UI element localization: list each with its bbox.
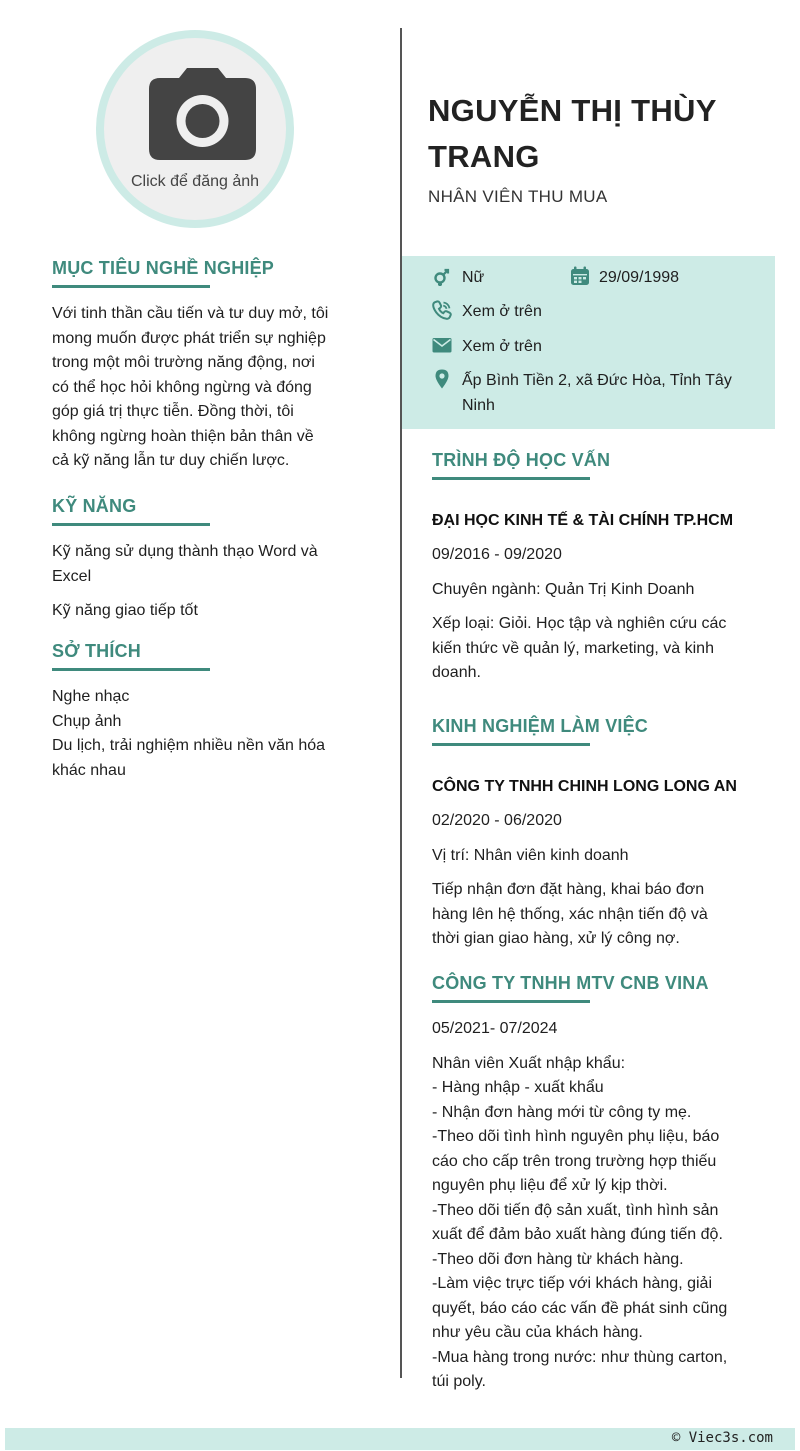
description-line: -Theo dõi tiến độ sản xuất, tình hình sản (432, 1201, 719, 1219)
objective-line: không ngừng hoàn thiện bản thân về (52, 427, 314, 445)
job-description (432, 1052, 752, 1395)
description-line: hàng lên hệ thống, xác nhận tiến độ và (432, 905, 708, 923)
skills-section (52, 496, 352, 624)
copyright-text: © Viec3s.com (671, 1430, 773, 1446)
objective-line: mong muốn được phát triển sự nghiệp (52, 329, 326, 347)
education-title-rule (432, 477, 590, 480)
grade-line: kiến thức về quản lý, marketing, và kinh (432, 639, 714, 657)
gender-icon (432, 267, 452, 287)
column-divider (400, 28, 402, 1378)
school-name: ĐẠI HỌC KINH TẾ & TÀI CHÍNH TP.HCM (432, 512, 734, 529)
avatar-upload[interactable] (96, 30, 294, 228)
camera-icon (149, 68, 256, 160)
company-title: CÔNG TY TNHH MTV CNB VINA (432, 973, 709, 993)
hobbies-title-rule (52, 668, 210, 671)
experience-title-rule (432, 743, 590, 746)
skill-line: Excel (52, 567, 92, 585)
objective-line: trong một môi trường năng động, nơi (52, 354, 315, 371)
education-grade (432, 612, 752, 686)
candidate-role: NHÂN VIÊN THU MUA (428, 187, 608, 206)
objective-line: góp giá trị thực tiễn. Đồng thời, tôi (52, 403, 294, 420)
company-title-rule (432, 1000, 590, 1003)
objective-section (52, 258, 352, 474)
education-section (432, 450, 752, 686)
candidate-name (428, 88, 768, 180)
avatar-placeholder[interactable] (104, 38, 286, 220)
hobby-item: Du lịch, trải nghiệm nhiều nền văn hóa (52, 737, 326, 754)
phone-icon (432, 300, 452, 320)
calendar-icon (570, 266, 590, 286)
experience-entry (432, 973, 752, 1395)
description-line: quyết, báo cáo các vấn đề phát sinh cũng (432, 1299, 728, 1317)
objective-line: có thể học hỏi không ngừng và đóng (52, 378, 312, 396)
objective-line: Với tinh thần cầu tiến và tư duy mở, tôi (52, 305, 329, 322)
skill-item: Kỹ năng giao tiếp tốt (52, 602, 198, 619)
hobbies-section (52, 641, 352, 783)
description-line: cáo cho cấp trên trong trường hợp thiếu (432, 1152, 717, 1170)
name-line: TRANG (428, 139, 540, 174)
address-line: Ninh (462, 396, 495, 414)
company-name: CÔNG TY TNHH CHINH LONG LONG AN (432, 778, 737, 795)
phone-value: Xem ở trên (462, 303, 542, 320)
location-pin-icon (432, 369, 452, 389)
address-line: Ấp Bình Tiền 2, xã Đức Hòa, Tỉnh Tây (462, 372, 732, 389)
description-line: -Theo dõi tình hình nguyên phụ liệu, báo (432, 1128, 720, 1145)
objective-title-rule (52, 285, 210, 288)
experience-section (432, 716, 752, 952)
description-line: túi poly. (432, 1373, 486, 1390)
birthday-value: 29/09/1998 (599, 269, 680, 286)
skills-title-rule (52, 523, 210, 526)
education-title: TRÌNH ĐỘ HỌC VẤN (432, 450, 611, 470)
email-icon (432, 335, 452, 355)
skill-item (52, 540, 352, 589)
description-line: thời gian giao hàng, xử lý công nợ. (432, 930, 680, 947)
job-period: 05/2021- 07/2024 (432, 1020, 558, 1037)
hobby-item: Chụp ảnh (52, 712, 122, 730)
description-line: - Nhận đơn hàng mới từ công ty mẹ. (432, 1103, 692, 1121)
description-line: nguyên phụ liệu để xử lý kịp thời. (432, 1177, 668, 1194)
objective-title: MỤC TIÊU NGHỀ NGHIỆP (52, 258, 275, 278)
education-major: Chuyên ngành: Quản Trị Kinh Doanh (432, 580, 695, 598)
skill-line: Kỹ năng sử dụng thành thạo Word và (52, 543, 318, 560)
address-value (462, 369, 762, 418)
description-line: -Theo dõi đơn hàng từ khách hàng. (432, 1250, 684, 1268)
objective-line: cả kỹ năng lẫn tư duy chiến lược. (52, 452, 290, 469)
experience-title: KINH NGHIỆM LÀM VIỆC (432, 716, 649, 736)
hobby-item: Nghe nhạc (52, 688, 130, 705)
description-line: - Hàng nhập - xuất khẩu (432, 1079, 604, 1096)
description-line: -Mua hàng trong nước: như thùng carton, (432, 1348, 728, 1366)
objective-text (52, 302, 352, 474)
education-period: 09/2016 - 09/2020 (432, 546, 562, 563)
email-value: Xem ở trên (462, 338, 542, 355)
job-period: 02/2020 - 06/2020 (432, 812, 562, 829)
description-line: -Làm việc trực tiếp với khách hàng, giải (432, 1275, 712, 1292)
grade-line: Xếp loại: Giỏi. Học tập và nghiên cứu các (432, 615, 727, 632)
hobby-item: khác nhau (52, 761, 126, 779)
contact-panel (402, 256, 775, 429)
description-line: Nhân viên Xuất nhập khẩu: (432, 1054, 626, 1072)
footer-bar (5, 1428, 795, 1450)
gender-value: Nữ (462, 269, 485, 286)
skills-title: KỸ NĂNG (52, 496, 137, 516)
job-description (432, 878, 752, 952)
job-position: Vị trí: Nhân viên kinh doanh (432, 846, 629, 864)
description-line: xuất để đảm bảo xuất hàng đúng tiến độ. (432, 1226, 723, 1243)
avatar-caption: Click để đăng ảnh (130, 173, 260, 190)
description-line: Tiếp nhận đơn đặt hàng, khai báo đơn (432, 881, 705, 898)
hobbies-title: SỞ THÍCH (52, 641, 141, 661)
description-line: như yêu cầu của khách hàng. (432, 1324, 643, 1341)
name-line: NGUYỄN THỊ THÙY (428, 93, 717, 128)
grade-line: doanh. (432, 664, 481, 681)
